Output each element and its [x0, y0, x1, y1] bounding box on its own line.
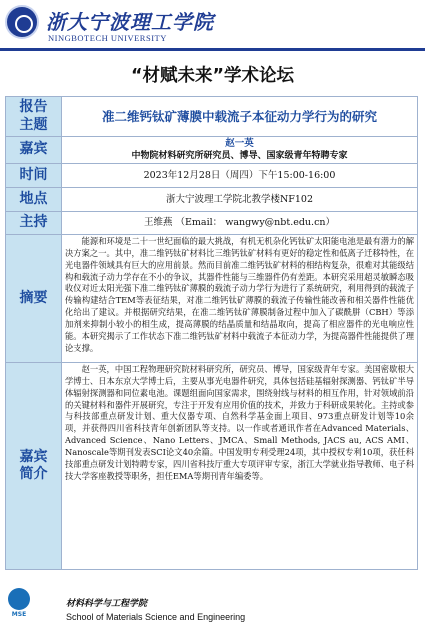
header: [0, 0, 425, 52]
university-logo: [5, 5, 39, 39]
report-label-line1: 报告: [19, 99, 48, 115]
row-bio: [6, 363, 417, 569]
guest-title: 中物院材料研究所研究员、博导、国家级青年特聘专家: [131, 151, 348, 162]
bio-value: [62, 363, 417, 569]
row-guest: [6, 137, 417, 164]
abstract-value: [62, 235, 417, 362]
school-name-en: School of Materials Science and Engineering: [66, 612, 246, 622]
row-place: [6, 188, 417, 212]
info-table: [5, 96, 418, 570]
report-label: [6, 97, 62, 136]
row-report: [6, 97, 417, 137]
guest-value: [62, 137, 417, 163]
row-abstract: [6, 235, 417, 363]
place-value: 浙大宁波理工学院北教学楼NF102: [165, 193, 314, 205]
abstract-text: 能源和环境是二十一世纪面临的最大挑战，有机无机杂化钙钛矿太阳能电池是最有潜力的解决方案之一。其中，准二维钙钛矿材料比三维钙钛矿材料有更好的稳定性和低离子迁移特性，在光电器件领域具有巨大的应用前景。然而目前准二维钙钛矿材料的相结构复杂，很难对其能级结构和载流子动力学存在不小的争议，其器件性能与三维器件仍有差距。本研究采用超灵敏瞬态吸收仪对近太阳光强下准二维钙钛矿薄膜的载流子动力学行为进行了系统研究，利用得到的载流子传输构建结合TEM等表征结果，对准二维钙钛矿薄膜的载流子传输性能改善和相关器件性能优化给出了建议。并根据研究结果，在准二维钙钛矿薄膜制备过程中加入了碳酰胼（CBH）等添加剂来抑制小较小的相生成，提高薄膜的结晶质量和结晶取向，提高了相应器件的光电响应性能。本研究揭示了工作状态下准二维钙钛矿材料中载流子本征动力学，为提高器件性能提供了理论支撑。: [65, 236, 414, 353]
university-name-cn: 浙大宁波理工学院: [46, 10, 214, 34]
report-label-line2: 主题: [19, 116, 48, 133]
school-logo-icon: [8, 588, 30, 610]
row-host: [6, 212, 417, 235]
header-divider: [0, 48, 425, 51]
university-name-en: NINGBOTECH UNIVERSITY: [48, 33, 167, 43]
bio-text: 赵一英，中国工程物理研究院材料研究所，研究员、博导，国家级青年专家。美国密歇根大学博士、日本东京大学博士后，主要从事光电器件研究，具体包括硅基辐射探测器、钙钛矿半导体辐射探测器和同位素电池。课题组面向国家需求，围绕射线与材料的相互作用，针对领域前沿的关键材料和器件开展研究，专注于开发有应用价值的技术，并致力于科研成果转化。主持或参与科技部重点研发计划、重大仪器专项、自然科学基金面上项目、973重点研发计划等10余项，并获得四川省科技青年创新团队等支持。以一作或者通讯作者在Advanced Materials、Advanced Science、Nano Letters、JMCA、Small Methods, JACS au, ACS AMI、Nanoscale等期刊发表SCI论文40余篇。中国发明专利受理24项，其中授权专利10项，获任科技部重点研发计划特聘专家，四川省科技厅重大专项评审专家，浙江大学就业指导教师、电子科技大学客座教授等职务，担任EMA等期刊青年编委等。: [65, 364, 414, 481]
page-title: “材赋未来”学术论坛: [130, 66, 294, 86]
school-logo-text: MSE: [11, 611, 27, 618]
guest-name: 赵一英: [225, 138, 254, 150]
place-label: 地点: [6, 188, 62, 211]
guest-label: 嘉宾: [6, 137, 62, 163]
host-label: 主持: [6, 212, 62, 234]
school-name-cn: 材料科学与工程学院: [66, 599, 148, 609]
bio-label: [6, 363, 62, 569]
bio-label-line1: 嘉宾: [19, 448, 48, 465]
row-time: [6, 164, 417, 188]
bio-label-line2: 简介: [19, 466, 48, 482]
host-value: 王维燕 （Email： wangwy@nbt.edu.cn）: [143, 217, 336, 229]
report-value: [62, 97, 417, 136]
abstract-label: 摘要: [6, 235, 62, 362]
report-title: 准二维钙钛矿薄膜中载流子本征动力学行为的研究: [101, 108, 377, 124]
time-label: 时间: [6, 164, 62, 187]
time-value: 2023年12月28日（周四）下午15:00-16:00: [143, 169, 336, 181]
